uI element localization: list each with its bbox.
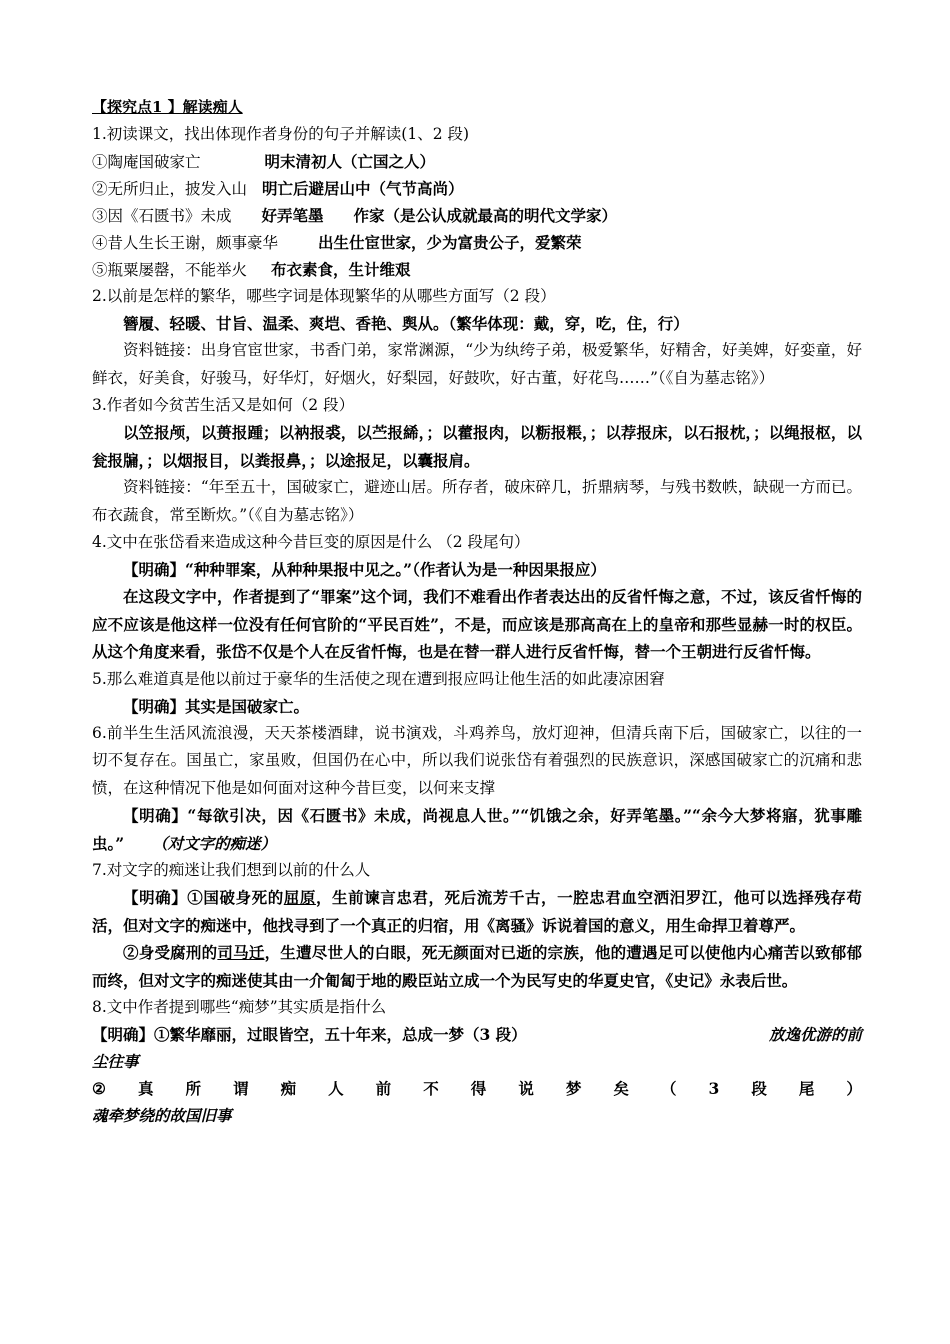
spread-char: 梦 <box>565 1079 582 1098</box>
q3-material: 资料链接：“年至五十，国破家亡，避迹山居。所存者，破床碎几，折鼎病琴，与残书数帙，缺砚一方而已。布衣蔬食，常至断炊。”（《自为墓志铭》） <box>92 478 862 524</box>
q2-material: 资料链接：出身官宦世家，书香门弟，家常渊源，“少为纨绔子弟，极爱繁华，好精舍，好美婢，好娈童，好鲜衣，好美食，好骏马，好华灯，好烟火，好梨园，好鼓吹，好古董，好花鸟……”（《自为墓志铭》） <box>92 341 862 387</box>
q1-item-5: ⑤瓶粟屡罄，不能举火 布衣素食，生计维艰 <box>92 260 411 279</box>
spread-char: 谓 <box>233 1079 249 1098</box>
document-page <box>92 94 862 1129</box>
q7-answer-1: 【明确】①国破身死的屈原，生前谏言忠君，死后流芳千古，一腔忠君血空洒汨罗江，他可以选择残存苟活，但对文字的痴迷中，他找寻到了一个真正的归宿，用《离骚》诉说着国的意义，用生命捍卫着尊严。 <box>92 888 862 935</box>
spread-char: 矣 <box>613 1079 629 1098</box>
spread-char: ） <box>846 1079 862 1098</box>
spread-char: ② <box>92 1079 106 1098</box>
question-8: 8.文中作者提到哪些“痴梦”其实质是指什么 <box>92 998 387 1016</box>
spread-char: 3 <box>708 1079 720 1098</box>
q8-answer-1: 【明确】①繁华靡丽，过眼皆空，五十年来，总成一梦（3 段） 放逸优游的前 <box>92 1025 862 1044</box>
section-heading: 【探究点1 】解读痴人 <box>92 98 243 116</box>
spread-char: 说 <box>518 1079 534 1098</box>
spread-char: 尾 <box>798 1079 815 1098</box>
q8-answer-1-note-cont: 尘往事 <box>92 1052 139 1071</box>
spread-char: 段 <box>751 1079 767 1098</box>
q1-item-3: ③因《石匮书》未成 好弄笔墨 作家（是公认成就最高的明代文学家） <box>92 206 618 225</box>
question-5: 5.那么难道真是他以前过于豪华的生活使之现在遭到报应吗让他生活的如此凄凉困窘 <box>92 669 665 688</box>
question-4: 4.文中在张岱看来造成这种今昔巨变的原因是什么 （2 段尾句） <box>92 533 530 551</box>
q1-item-1: ①陶庵国破家亡 明末清初人（亡国之人） <box>92 152 436 171</box>
q4-explanation: 在这段文字中，作者提到了“罪案”这个词，我们不难看出作者表达出的反省忏悔之意，不过，该反省忏悔的应不应该是他这样一位没有任何官阶的“平民百姓”，不是，而应该是那高高在上的皇帝和那些显赫一时的权臣。从这个角度来看，张岱不仅是个人在反省忏悔，也是在替一群人进行反省忏悔，替一个王朝进行反省忏悔。 <box>92 587 862 661</box>
spread-char: 痴 <box>280 1079 297 1098</box>
q5-answer: 【明确】其实是国破家亡。 <box>123 696 310 716</box>
question-2: 2.以前是怎样的繁华，哪些字词是体现繁华的从哪些方面写（2 段） <box>92 287 556 305</box>
spread-char: 人 <box>328 1079 344 1098</box>
q6-answer: 【明确】“每欲引决，因《石匮书》未成，尚视息人世。”“饥饿之余，好弄笔墨。”“余今大梦将寤，犹事雕虫。” （对文字的痴迷） <box>92 806 862 853</box>
spread-char: 真 <box>137 1079 154 1098</box>
q2-answer: 簪履、轻暖、甘旨、温柔、爽垲、香艳、舆从。（繁华体现：戴，穿，吃，住，行） <box>123 314 689 333</box>
q8-answer-2-note: 魂牵梦绕的故国旧事 <box>92 1106 232 1125</box>
spread-char: 前 <box>375 1079 392 1098</box>
q3-answer: 以笠报颅，以蒉报踵；以衲报裘，以苎报絺，；以藿报肉，以粝报粻，；以荐报床，以石报枕，；以绳报枢，以瓮报牖，；以烟报目，以粪报鼻，；以途报足，以囊报肩。 <box>92 423 862 470</box>
spread-char: （ <box>660 1079 677 1098</box>
spread-char: 不 <box>423 1079 439 1098</box>
question-6: 6.前半生生活风流浪漫，天天茶楼酒肆，说书演戏，斗鸡养鸟，放灯迎神，但清兵南下后，国破家亡，以往的一切不复存在。国虽亡，家虽败，但国仍在心中，所以我们说张岱有着强烈的民族意识，深感国破家亡的沉痛和悲愤，在这种情况下他是如何面对这种今昔巨变，以何来支撑 <box>92 723 862 797</box>
q1-item-4: ④昔人生长王谢，颇事豪华 出生仕宦世家，少为富贵公子，爱繁荣 <box>92 233 582 252</box>
q7-answer-2: ②身受腐刑的司马迁，生遭尽世人的白眼，死无颜面对已逝的宗族，他的遭遇足可以使他内心痛苦以致郁郁而终，但对文字的痴迷使其由一介匍匐于地的殿臣站立成一个为民写史的华夏史官，《史记》永表后世。 <box>92 943 862 990</box>
question-3: 3.作者如今贫苦生活又是如何（2 段） <box>92 396 355 414</box>
q8-answer-2 <box>92 1075 862 1102</box>
spread-char: 所 <box>185 1079 201 1098</box>
question-1: 1.初读课文，找出体现作者身份的句子并解读(1、2 段) <box>92 125 470 143</box>
spread-char: 得 <box>470 1079 487 1098</box>
q1-item-2: ②无所归止，披发入山 明亡后避居山中（气节高尚） <box>92 179 464 198</box>
q4-answer: 【明确】“种种罪案，从种种果报中见之。”（作者认为是一种因果报应） <box>123 560 606 579</box>
question-7: 7.对文字的痴迷让我们想到以前的什么人 <box>92 861 371 879</box>
